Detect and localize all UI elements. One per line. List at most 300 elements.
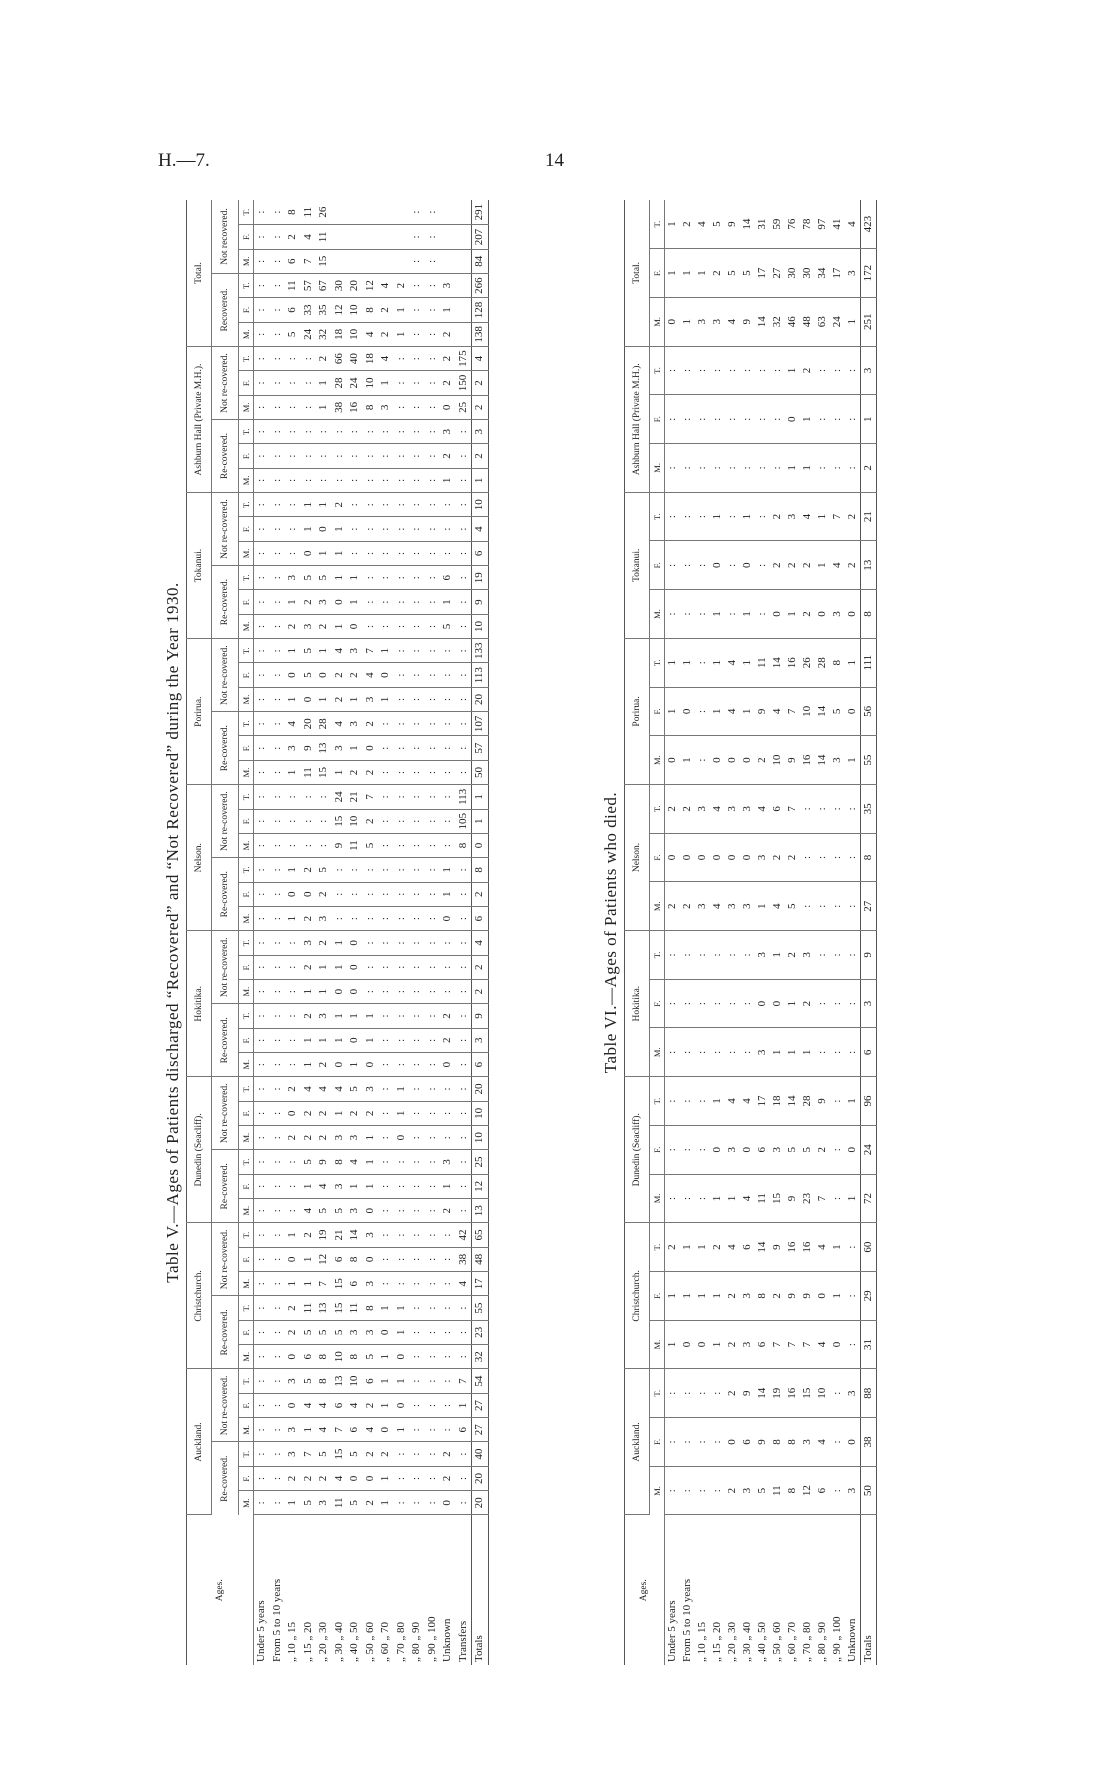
table-cell: : <box>409 687 425 711</box>
table-cell: : <box>830 882 845 931</box>
table-cell: : <box>270 566 286 590</box>
table-cell: : <box>425 687 441 711</box>
table-cell: : <box>254 663 270 687</box>
table-cell: 14 <box>815 736 830 785</box>
table-cell: 3 <box>755 931 770 980</box>
table-cell: 2 <box>285 1077 301 1101</box>
table-cell: 113 <box>456 785 472 809</box>
mft-header: F. <box>239 1028 254 1052</box>
table-cell: : <box>440 1296 456 1320</box>
table-cell: : <box>770 346 785 395</box>
table-cell: : <box>301 468 317 492</box>
table-cell: 25 <box>456 395 472 419</box>
table-cell: 9 <box>785 1271 800 1320</box>
totals-cell: 40 <box>472 1442 489 1466</box>
table-cell: : <box>680 444 695 493</box>
table-cell: 3 <box>363 687 379 711</box>
table-cell: 2 <box>363 760 379 784</box>
table-cell: 1 <box>680 297 695 346</box>
table-cell: 4 <box>301 1199 317 1223</box>
table-cell: : <box>425 1077 441 1101</box>
table-cell: : <box>378 1077 394 1101</box>
table-cell: : <box>270 639 286 663</box>
table-cell: : <box>695 1174 710 1223</box>
table-cell: : <box>378 566 394 590</box>
age-label: „ 90 „ 100 <box>425 1616 438 1662</box>
table-cell <box>347 249 363 273</box>
table-cell: : <box>425 1272 441 1296</box>
table-cell: : <box>394 1150 410 1174</box>
table-cell: 15 <box>800 1369 815 1418</box>
table-cell: 2 <box>316 347 332 371</box>
table-cell: : <box>254 590 270 614</box>
table-cell: 26 <box>316 200 332 225</box>
table-cell: 8 <box>347 1247 363 1271</box>
sub-header: Re-covered. <box>212 712 239 785</box>
table-cell: : <box>378 809 394 833</box>
table-cell: 0 <box>316 517 332 541</box>
table-cell: : <box>830 1077 845 1126</box>
table-cell: : <box>665 1125 681 1174</box>
table-cell: 1 <box>378 1466 394 1490</box>
table-cell: 1 <box>710 1174 725 1223</box>
table-cell: : <box>425 444 441 468</box>
table-cell: 1 <box>378 639 394 663</box>
table-cell: 7 <box>332 1418 348 1442</box>
table-cell: 10 <box>347 298 363 322</box>
table-cell: : <box>254 882 270 906</box>
table-cell: : <box>755 492 770 541</box>
table-cell: : <box>254 1004 270 1028</box>
totals-cell: 3 <box>861 346 877 395</box>
table-cell: 1 <box>316 639 332 663</box>
table-cell: : <box>409 1223 425 1247</box>
table-cell: : <box>425 1491 441 1515</box>
table-cell: : <box>456 882 472 906</box>
table-cell: 5 <box>332 1320 348 1344</box>
table-cell: : <box>270 1418 286 1442</box>
table-cell: 14 <box>815 687 830 736</box>
table-cell: 3 <box>285 736 301 760</box>
table-cell: : <box>316 809 332 833</box>
table-cell: : <box>740 1028 755 1077</box>
mft-header: F. <box>650 1125 665 1174</box>
mft-header: F. <box>239 663 254 687</box>
table-cell: 4 <box>725 297 740 346</box>
totals-cell: 2 <box>472 882 489 906</box>
table-cell: 0 <box>785 395 800 444</box>
table-cell: 38 <box>332 395 348 419</box>
table-cell <box>456 273 472 297</box>
institution-header: Tokanui. <box>187 493 212 639</box>
table-cell: : <box>695 638 710 687</box>
table-cell: 0 <box>285 1247 301 1271</box>
table-cell: : <box>456 541 472 565</box>
table-cell: 1 <box>378 1393 394 1417</box>
table-cell: : <box>425 1320 441 1344</box>
table-cell: 0 <box>725 736 740 785</box>
table-cell: : <box>440 736 456 760</box>
table-cell: : <box>332 906 348 930</box>
table-cell: : <box>270 249 286 273</box>
age-label: „ 90 „ 100 <box>831 1616 843 1662</box>
table-cell: : <box>270 1150 286 1174</box>
table-cell: 4 <box>770 882 785 931</box>
table-cell: 105 <box>456 809 472 833</box>
table-cell: : <box>270 1369 286 1393</box>
table-cell: 7 <box>363 785 379 809</box>
table-cell: 11 <box>347 1296 363 1320</box>
table-row <box>285 200 301 1665</box>
totals-cell: 8 <box>861 590 877 639</box>
table-cell: : <box>425 639 441 663</box>
table-cell: : <box>254 639 270 663</box>
table-cell: : <box>665 1466 681 1515</box>
table-cell: 6 <box>332 1247 348 1271</box>
table-cell: 2 <box>710 1223 725 1272</box>
table-cell: 2 <box>440 1466 456 1490</box>
table-cell: 1 <box>301 1174 317 1198</box>
table-cell: : <box>830 1125 845 1174</box>
table-cell: 32 <box>316 322 332 346</box>
table-cell: : <box>254 687 270 711</box>
table-cell: 6 <box>440 566 456 590</box>
table-cell: 0 <box>301 882 317 906</box>
table-cell: 2 <box>440 322 456 346</box>
table-cell: : <box>440 955 456 979</box>
table-cell: 16 <box>785 1223 800 1272</box>
table-cell: 1 <box>301 517 317 541</box>
table-cell: : <box>254 1296 270 1320</box>
table-cell: 41 <box>830 200 845 249</box>
table-cell: : <box>285 493 301 517</box>
table-cell: 4 <box>378 347 394 371</box>
age-label: „ 10 „ 15 <box>286 1621 298 1662</box>
table-cell: 0 <box>680 1320 695 1369</box>
table-cell: : <box>409 298 425 322</box>
table-cell: : <box>316 785 332 809</box>
table-cell: 1 <box>332 1004 348 1028</box>
institution-header: Auckland. <box>625 1369 650 1515</box>
table-cell: : <box>394 1466 410 1490</box>
age-label: Under 5 years <box>255 1600 267 1662</box>
table-cell: 15 <box>332 1442 348 1466</box>
table-cell: 11 <box>316 225 332 249</box>
table-cell: 1 <box>347 1004 363 1028</box>
table-cell: : <box>285 1052 301 1076</box>
mft-header: M. <box>239 1199 254 1223</box>
age-label: „ 60 „ 70 <box>786 1621 798 1662</box>
table-cell: : <box>456 1491 472 1515</box>
table-cell: : <box>301 371 317 395</box>
totals-cell: 10 <box>472 614 489 638</box>
table-cell: : <box>710 444 725 493</box>
table-cell: 14 <box>755 1369 770 1418</box>
institution-header: Hokitika. <box>187 931 212 1077</box>
table-cell: 20 <box>347 273 363 297</box>
totals-cell: 27 <box>472 1393 489 1417</box>
table-cell: 0 <box>770 979 785 1028</box>
table-cell: 2 <box>301 1223 317 1247</box>
totals-cell: 2 <box>472 444 489 468</box>
table-cell <box>440 200 456 225</box>
mft-header: M. <box>239 1052 254 1076</box>
table-cell <box>363 200 379 225</box>
table-cell: 19 <box>316 1223 332 1247</box>
table-cell: 9 <box>316 1150 332 1174</box>
table-cell: 19 <box>770 1369 785 1418</box>
table-cell: 1 <box>316 979 332 1003</box>
institution-header: Nelson. <box>187 785 212 931</box>
table-cell: 1 <box>665 638 681 687</box>
totals-cell: 4 <box>472 347 489 371</box>
table-cell: : <box>440 1320 456 1344</box>
table-cell: : <box>254 1174 270 1198</box>
table-cell: 0 <box>815 590 830 639</box>
table-cell <box>332 249 348 273</box>
table-cell: : <box>285 785 301 809</box>
table-cell: 0 <box>680 687 695 736</box>
table-cell: 16 <box>347 395 363 419</box>
table-cell: 1 <box>394 298 410 322</box>
totals-cell: 2 <box>472 955 489 979</box>
table-cell: 2 <box>440 1199 456 1223</box>
table-cell: 3 <box>301 931 317 955</box>
totals-cell: 88 <box>861 1369 877 1418</box>
table-row <box>378 200 394 1665</box>
mft-header: T. <box>239 785 254 809</box>
mft-header: T. <box>239 1442 254 1466</box>
table-cell: : <box>270 882 286 906</box>
mft-header: M. <box>650 444 665 493</box>
table-cell: : <box>254 249 270 273</box>
table-cell: 15 <box>332 1296 348 1320</box>
totals-label: Totals <box>472 1515 489 1665</box>
table-cell: 1 <box>710 492 725 541</box>
table-cell: 1 <box>378 1345 394 1369</box>
table-cell: 1 <box>845 297 861 346</box>
table-cell: : <box>285 420 301 444</box>
table-cell: : <box>725 1028 740 1077</box>
table-cell: 6 <box>363 1369 379 1393</box>
table-cell: : <box>285 541 301 565</box>
table-cell: : <box>270 931 286 955</box>
table-cell: 1 <box>440 1174 456 1198</box>
table-cell: : <box>254 298 270 322</box>
table-cell: : <box>845 784 861 833</box>
table-cell: : <box>409 833 425 857</box>
table-cell: 4 <box>725 1223 740 1272</box>
table-cell: : <box>409 444 425 468</box>
mft-header: T. <box>239 200 254 225</box>
table-cell: 9 <box>815 1077 830 1126</box>
table-cell: 1 <box>394 1077 410 1101</box>
table-cell: 14 <box>740 200 755 249</box>
table-cell: 1 <box>301 1052 317 1076</box>
table-cell: 1 <box>394 1369 410 1393</box>
table-cell: : <box>710 395 725 444</box>
table-cell: 16 <box>800 1223 815 1272</box>
table-cell: : <box>409 906 425 930</box>
table-cell: : <box>285 955 301 979</box>
table-cell: : <box>394 1004 410 1028</box>
table-cell: : <box>680 346 695 395</box>
table-row <box>665 200 681 1665</box>
table-row <box>815 200 830 1665</box>
table-cell: 1 <box>680 249 695 298</box>
table-cell: 3 <box>285 1369 301 1393</box>
table-row <box>301 200 317 1665</box>
table-cell: : <box>409 517 425 541</box>
table-cell: 1 <box>815 541 830 590</box>
totals-cell: 172 <box>861 249 877 298</box>
table-cell: : <box>254 1199 270 1223</box>
table-cell: : <box>394 1491 410 1515</box>
table-cell: 2 <box>800 979 815 1028</box>
table-cell: 2 <box>725 1466 740 1515</box>
table-cell: 2 <box>440 1028 456 1052</box>
table-cell: 3 <box>695 784 710 833</box>
table-cell: 2 <box>710 249 725 298</box>
table-cell <box>394 200 410 225</box>
table-cell: 16 <box>800 736 815 785</box>
table-cell: 32 <box>770 297 785 346</box>
table-cell: : <box>378 614 394 638</box>
table-cell: : <box>456 566 472 590</box>
mft-header: F. <box>239 955 254 979</box>
table-cell: : <box>409 785 425 809</box>
table-cell: : <box>740 444 755 493</box>
table-cell: 24 <box>347 371 363 395</box>
table-cell: : <box>680 931 695 980</box>
table-cell: : <box>695 1125 710 1174</box>
table-cell: : <box>394 1174 410 1198</box>
table-cell: 3 <box>845 1369 861 1418</box>
table-cell <box>378 249 394 273</box>
table-cell: 4 <box>285 712 301 736</box>
totals-cell: 266 <box>472 273 489 297</box>
table-cell: 150 <box>456 371 472 395</box>
table-cell: 5 <box>316 1320 332 1344</box>
table-row <box>755 200 770 1665</box>
table-cell: 4 <box>710 882 725 931</box>
table-cell: 0 <box>710 1125 725 1174</box>
table-cell: 2 <box>301 590 317 614</box>
table-cell: : <box>332 858 348 882</box>
table-cell: : <box>254 322 270 346</box>
table-cell: : <box>740 395 755 444</box>
table-cell: : <box>301 785 317 809</box>
table-cell: : <box>830 784 845 833</box>
table-cell: : <box>254 1247 270 1271</box>
table-cell: 57 <box>301 273 317 297</box>
table-cell: : <box>456 1345 472 1369</box>
table-cell: : <box>347 493 363 517</box>
table-cell: : <box>425 1004 441 1028</box>
table-cell: : <box>394 955 410 979</box>
totals-cell: 107 <box>472 712 489 736</box>
table-cell: 0 <box>332 979 348 1003</box>
table-row <box>710 200 725 1665</box>
table-cell: 8 <box>363 1296 379 1320</box>
table-cell: : <box>394 541 410 565</box>
table-cell: : <box>845 395 861 444</box>
table-row <box>800 200 815 1665</box>
table-cell: 1 <box>785 1028 800 1077</box>
sub-header: Recovered. <box>212 273 239 346</box>
table-cell: : <box>270 1101 286 1125</box>
table-cell: 42 <box>456 1223 472 1247</box>
table-cell: 9 <box>740 297 755 346</box>
table-cell: 3 <box>347 639 363 663</box>
table-cell: 4 <box>301 1077 317 1101</box>
table-cell: : <box>394 809 410 833</box>
table-cell: : <box>378 1247 394 1271</box>
table-cell: 0 <box>725 1418 740 1467</box>
table-cell: : <box>695 1028 710 1077</box>
table-cell: 9 <box>770 1223 785 1272</box>
table-cell: : <box>378 1101 394 1125</box>
table-cell: 5 <box>316 858 332 882</box>
table-cell: : <box>725 931 740 980</box>
table-cell: 1 <box>680 736 695 785</box>
table-cell: : <box>425 1126 441 1150</box>
table-cell: 1 <box>394 1101 410 1125</box>
mft-header: M. <box>239 687 254 711</box>
table-cell: 1 <box>301 1272 317 1296</box>
table-cell: : <box>378 1004 394 1028</box>
table-cell: : <box>378 882 394 906</box>
table-cell: 4 <box>316 1393 332 1417</box>
table-cell: : <box>830 979 845 1028</box>
table-cell: 28 <box>332 371 348 395</box>
table-cell: 11 <box>301 760 317 784</box>
table-cell: : <box>254 1418 270 1442</box>
totals-cell: 1 <box>472 785 489 809</box>
table-cell: : <box>409 614 425 638</box>
table-cell: : <box>425 979 441 1003</box>
mft-header: M. <box>239 541 254 565</box>
table-cell: : <box>301 444 317 468</box>
table-cell: : <box>456 906 472 930</box>
table-cell: 0 <box>740 1125 755 1174</box>
table-cell: 24 <box>301 322 317 346</box>
table-cell: : <box>456 1101 472 1125</box>
table-cell: : <box>665 590 681 639</box>
table-cell: : <box>725 444 740 493</box>
table-cell: 2 <box>301 1466 317 1490</box>
table-cell: : <box>440 1393 456 1417</box>
table-cell: : <box>394 493 410 517</box>
table-cell: : <box>394 371 410 395</box>
table-cell: 0 <box>740 541 755 590</box>
table-cell: 27 <box>770 249 785 298</box>
table-cell: : <box>425 1418 441 1442</box>
table-cell: 11 <box>301 200 317 225</box>
table-cell: : <box>254 1126 270 1150</box>
table-cell: 1 <box>316 687 332 711</box>
table-cell: : <box>425 785 441 809</box>
table-cell: 7 <box>830 492 845 541</box>
age-label: „ 10 „ 15 <box>696 1621 708 1662</box>
table-cell: : <box>394 1272 410 1296</box>
table-cell: : <box>254 1345 270 1369</box>
table-cell: : <box>378 979 394 1003</box>
table-cell: : <box>440 1101 456 1125</box>
table-cell: 0 <box>740 736 755 785</box>
table-cell: 5 <box>830 687 845 736</box>
table-cell: : <box>409 420 425 444</box>
